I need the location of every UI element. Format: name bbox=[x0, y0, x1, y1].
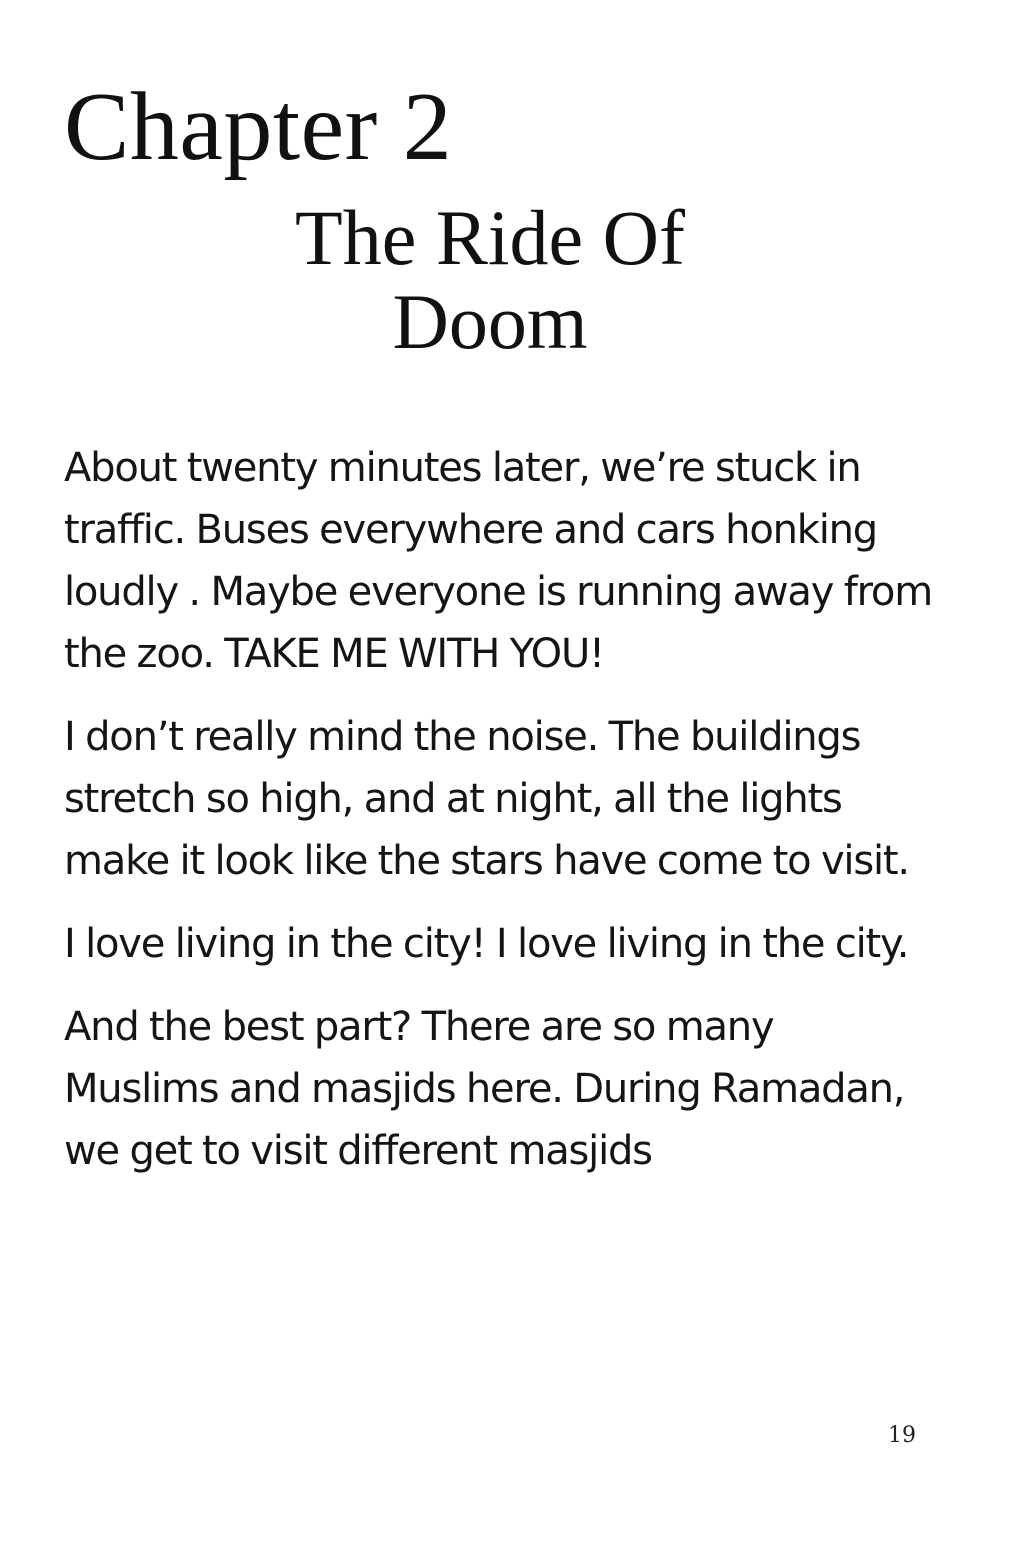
paragraph: About twenty minutes later, we’re stuck in traffic. Buses everywhere and cars honking loudly . Maybe everyone is running away from the zoo. TAKE ME WITH YOU! bbox=[64, 445, 932, 677]
chapter-title-line-2: Doom bbox=[392, 278, 588, 365]
chapter-number: Chapter 2 bbox=[64, 73, 453, 181]
chapter-title bbox=[240, 196, 740, 364]
chapter-body bbox=[64, 437, 934, 1203]
chapter-title-line-1: The Ride Of bbox=[295, 194, 685, 281]
paragraph: I don’t really mind the noise. The buildings stretch so high, and at night, all the lights make it look like the stars have come to visit. bbox=[64, 714, 909, 884]
paragraph: I love living in the city! I love living in the city. bbox=[64, 921, 909, 967]
paragraph: And the best part? There are so many Muslims and masjids here. During Ramadan, we get to visit different masjids bbox=[64, 1004, 905, 1174]
page-number: 19 bbox=[888, 1423, 916, 1448]
